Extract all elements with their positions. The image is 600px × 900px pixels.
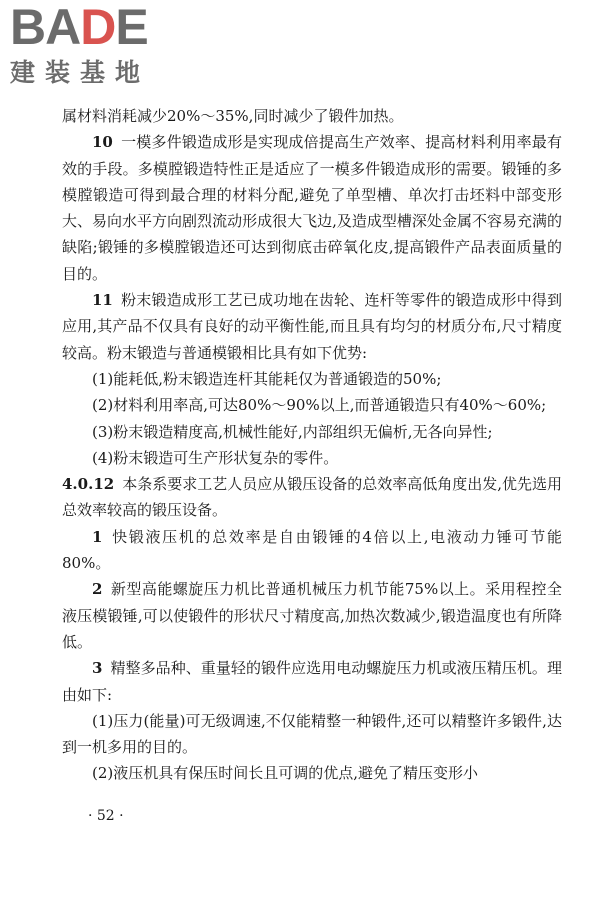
item-1: 1 快锻液压机的总效率是自由锻锤的4倍以上,电液动力锤可节能80%。 <box>62 527 562 573</box>
list-item: (3)粉末锻造精度高,机械性能好,内部组织无偏析,无各向异性; <box>92 422 493 441</box>
list-item: (4)粉末锻造可生产形状复杂的零件。 <box>92 448 339 467</box>
page-number: · 52 · <box>88 808 124 824</box>
clause-number: 10 <box>92 133 113 152</box>
document-body <box>62 103 562 787</box>
list-item: (1)压力(能量)可无级调速,不仅能精整一种锻件,还可以精整许多锻件,达到一机多用的目的。 <box>62 711 562 757</box>
item-number: 1 <box>92 527 103 546</box>
list-item: (2)材料利用率高,可达80%～90%以上,而普通锻造只有40%～60%; <box>92 396 547 415</box>
clause-11: 11 粉末锻造成形工艺已成功地在齿轮、连杆等零件的锻造成形中得到应用,其产品不仅具有良好的动平衡性能,而且具有均匀的材质分布,尺寸精度较高。粉末锻造与普通模锻相比具有如下优势: <box>62 291 562 362</box>
item-number: 2 <box>92 580 103 599</box>
item-2: 2 新型高能螺旋压力机比普通机械压力机节能75%以上。采用程控全液压模锻锤,可以使锻件的形状尺寸精度高,加热次数减少,锻造温度也有所降低。 <box>62 580 562 651</box>
clause-10: 10 一模多件锻造成形是实现成倍提高生产效率、提高材料利用率最有效的手段。多模膛锻造特性正是适应了一模多件锻造成形的需要。锻锤的多模膛锻造可得到最合理的材料分配,避免了单型槽、单次打击坯料中部变形大、易向水平方向剧烈流动形成很大飞边,及造成型槽深处金属不容易充满的缺陷;锻锤的多模膛锻造还可达到彻底击碎氧化皮,提高锻件产品表面质量的目的。 <box>62 133 562 283</box>
section-4-0-12: 4.0.12 本条系要求工艺人员应从锻压设备的总效率高低角度出发,优先选用总效率较高的锻压设备。 <box>62 475 562 520</box>
logo-wordmark: BADE <box>10 0 148 55</box>
logo-subtitle: 建装基地 <box>10 58 151 87</box>
brand-logo <box>10 2 180 94</box>
clause-number: 11 <box>92 291 113 310</box>
item-number: 3 <box>92 659 103 678</box>
list-item: (1)能耗低,粉末锻造连杆其能耗仅为普通锻造的50%; <box>92 369 442 388</box>
section-number: 4.0.12 <box>62 475 115 494</box>
list-item: (2)液压机具有保压时间长且可调的优点,避免了精压变形小 <box>92 764 479 783</box>
paragraph-continuation: 属材料消耗减少20%～35%,同时减少了锻件加热。 <box>62 107 404 125</box>
item-3: 3 精整多品种、重量轻的锻件应选用电动螺旋压力机或液压精压机。理由如下: <box>62 659 562 704</box>
